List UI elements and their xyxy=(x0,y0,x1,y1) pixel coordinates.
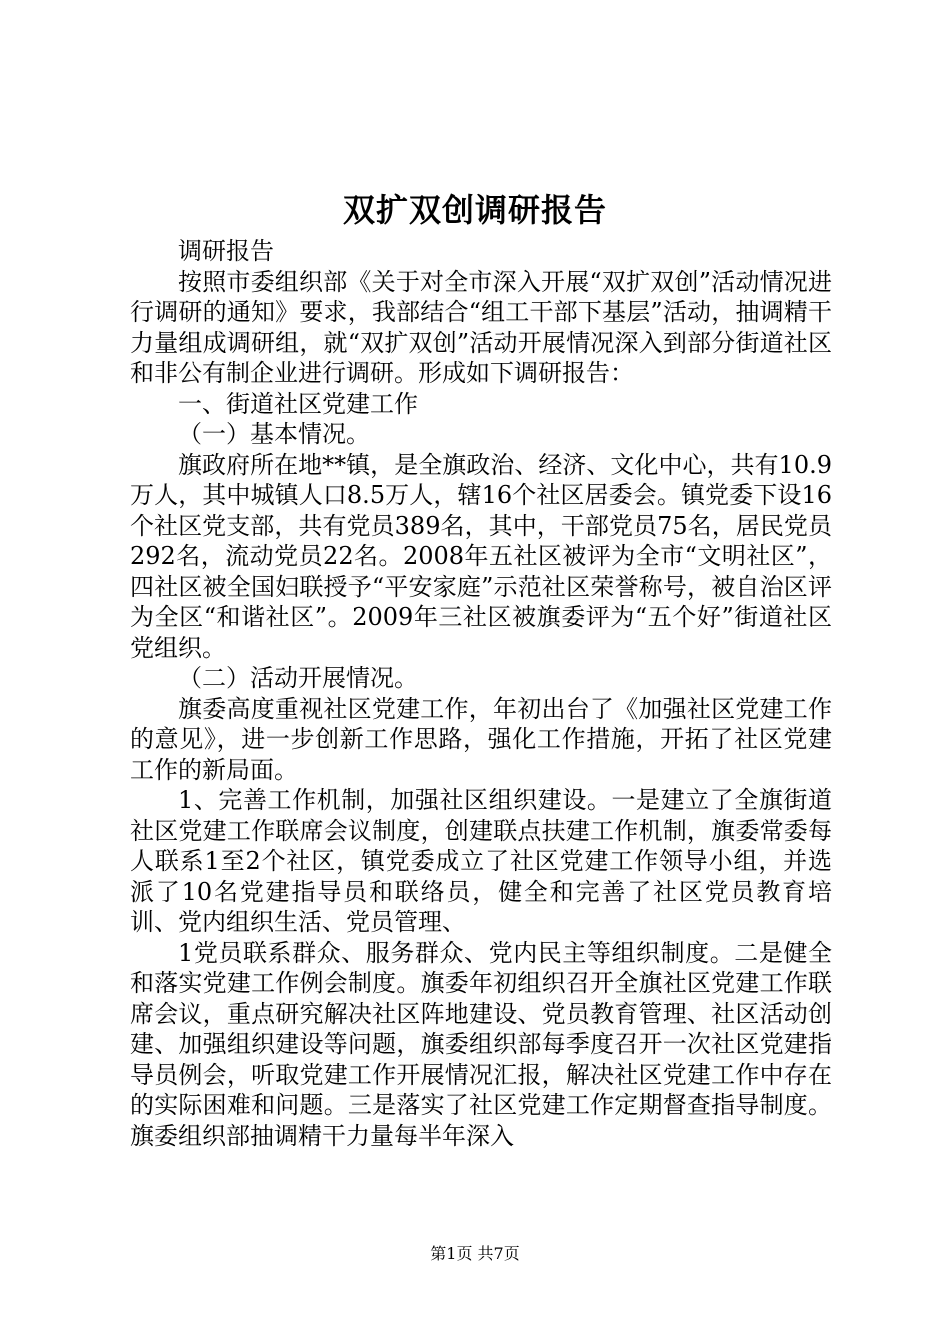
paragraph-mechanism: 1、完善工作机制，加强社区组织建设。一是建立了全旗街道社区党建工作联席会议制度，创建联点扶建工作机制，旗委常委每人联系1至2个社区，镇党委成立了社区党建工作领导小组，并选派了10名党建指导员和联络员，健全和完善了社区党员教育培训、党内组织生活、党员管理、 xyxy=(130,786,832,936)
page-footer: 第1页 共7页 xyxy=(430,1244,520,1263)
subsection-heading-1: （一）基本情况。 xyxy=(178,420,370,448)
document-body xyxy=(130,236,832,1151)
paragraph-intro: 按照市委组织部《关于对全市深入开展“双扩双创”活动情况进行调研的通知》要求，我部结合“组工干部下基层”活动，抽调精干力量组成调研组，就“双扩双创”活动开展情况深入到部分街道社区和非公有制企业进行调研。形成如下调研报告： xyxy=(130,267,832,387)
subsection-heading-2: （二）活动开展情况。 xyxy=(178,664,418,692)
paragraph-heading-label: 调研报告 xyxy=(178,237,274,265)
document-title: 双扩双创调研报告 xyxy=(342,191,607,229)
paragraph-activity-overview: 旗委高度重视社区党建工作，年初出台了《加强社区党建工作的意见》，进一步创新工作思路，强化工作措施，开拓了社区党建工作的新局面。 xyxy=(130,694,832,784)
paragraph-mechanism-continued: 1党员联系群众、服务群众、党内民主等组织制度。二是健全和落实党建工作例会制度。旗委年初组织召开全旗社区党建工作联席会议，重点研究解决社区阵地建设、党员教育管理、社区活动创建、加强组织建设等问题，旗委组织部每季度召开一次社区党建指导员例会，听取党建工作开展情况汇报，解决社区党建工作中存在的实际困难和问题。三是落实了社区党建工作定期督查指导制度。旗委组织部抽调精干力量每半年深入 xyxy=(130,938,832,1150)
paragraph-basic-situation: 旗政府所在地**镇，是全旗政治、经济、文化中心，共有10.9万人，其中城镇人口8.5万人，辖16个社区居委会。镇党委下设16个社区党支部，共有党员389名，其中，干部党员75名，居民党员292名，流动党员22名。2008年五社区被评为全市“文明社区”，四社区被全国妇联授予“平安家庭”示范社区荣誉称号，被自治区评为全区“和谐社区”。2009年三社区被旗委评为“五个好”街道社区党组织。 xyxy=(130,450,832,662)
section-heading-1: 一、街道社区党建工作 xyxy=(178,389,418,418)
